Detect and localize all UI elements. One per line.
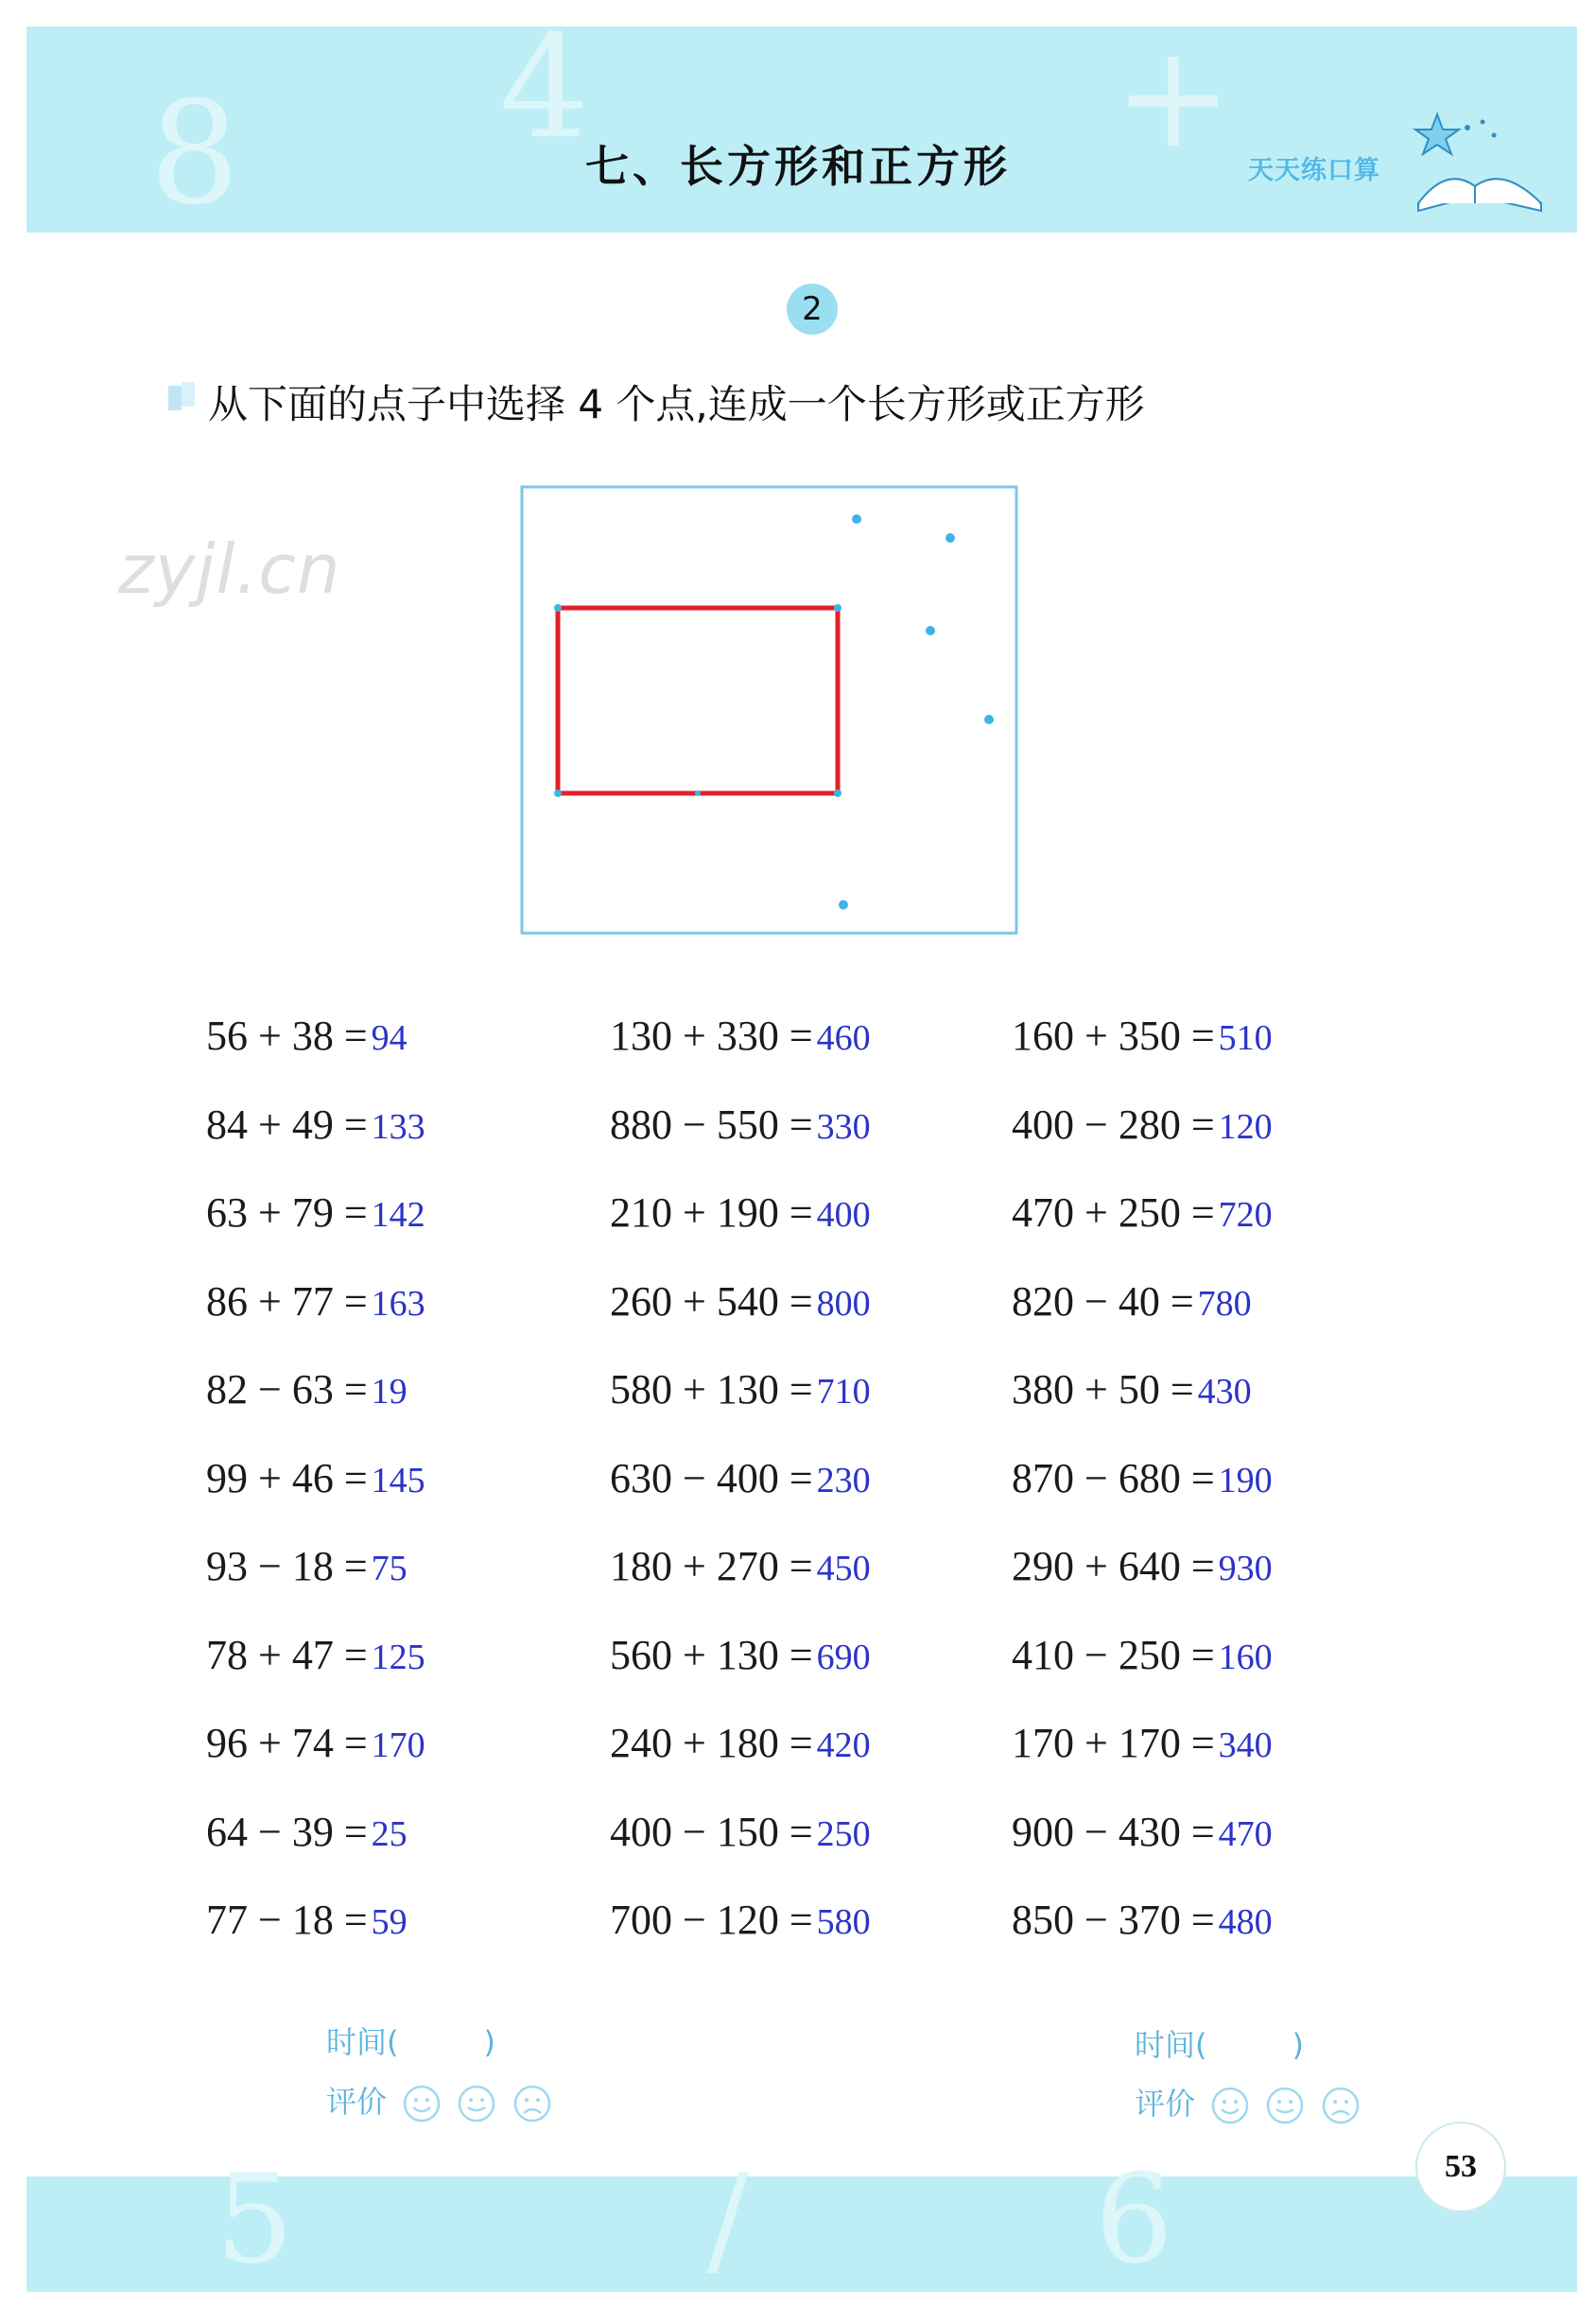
problem-answer: 340 — [1218, 1725, 1273, 1765]
grid-dot — [839, 900, 848, 910]
problem-answer: 800 — [816, 1283, 871, 1324]
problem-row — [1012, 1101, 1273, 1149]
problem-row — [610, 1012, 871, 1060]
problem-question: 880 − 550 = — [610, 1101, 813, 1148]
smiley-face-icon[interactable] — [402, 2084, 442, 2124]
problem-question: 470 + 250 = — [1012, 1189, 1215, 1236]
problem-answer: 420 — [816, 1725, 871, 1765]
problem-row — [206, 1365, 408, 1413]
problem-question: 78 + 47 = — [206, 1631, 368, 1678]
problem-row — [206, 1631, 425, 1679]
background-digit-decoration: 6 — [1095, 2147, 1173, 2291]
open-book-star-icon — [1409, 109, 1551, 217]
watermark: zyjl.cn — [118, 529, 341, 609]
problem-row — [206, 1012, 408, 1060]
problem-question: 99 + 46 = — [206, 1454, 368, 1501]
problem-question: 820 − 40 = — [1012, 1277, 1194, 1325]
problem-row — [1012, 1631, 1273, 1679]
grid-dot — [554, 604, 562, 612]
problem-question: 77 − 18 = — [206, 1897, 368, 1943]
problem-row — [610, 1454, 871, 1502]
smiley-face-icon[interactable] — [1265, 2086, 1305, 2125]
time-close: ) — [483, 2024, 495, 2060]
problem-answer: 133 — [371, 1106, 425, 1147]
problem-answer: 480 — [1218, 1902, 1273, 1942]
header-band — [26, 6, 1577, 236]
background-digit-decoration: / — [707, 2147, 749, 2291]
grid-dot — [834, 604, 841, 612]
problem-row — [1012, 1188, 1273, 1237]
problem-row — [610, 1631, 871, 1679]
problem-answer: 690 — [816, 1637, 871, 1677]
problem-question: 700 − 120 = — [610, 1897, 813, 1943]
instruction-text: 从下面的点子中选择 4 个点,连成一个长方形或正方形 — [208, 381, 1145, 427]
dot-grid-frame — [522, 487, 1016, 933]
problem-row — [1012, 1808, 1273, 1856]
pencil-icon — [166, 380, 199, 414]
problem-row — [1012, 1896, 1273, 1944]
problem-row — [206, 1542, 408, 1590]
problem-question: 93 − 18 = — [206, 1543, 368, 1589]
problem-question: 210 + 190 = — [610, 1189, 813, 1236]
time-close: ) — [1292, 2027, 1304, 2063]
problem-row — [610, 1542, 871, 1590]
time-label: 时间( — [326, 2024, 399, 2060]
problem-answer: 120 — [1218, 1106, 1273, 1147]
problem-row — [206, 1188, 425, 1237]
problem-question: 290 + 640 = — [1012, 1543, 1215, 1589]
problem-answer: 400 — [816, 1195, 871, 1235]
problem-answer: 710 — [816, 1372, 871, 1412]
dot-grid-figure — [520, 485, 1018, 935]
grid-dot — [554, 789, 562, 797]
smiley-face-icon[interactable] — [1210, 2086, 1250, 2125]
problem-question: 56 + 38 = — [206, 1013, 368, 1059]
problem-row — [206, 1808, 408, 1856]
background-digit-decoration: 8 — [149, 72, 240, 236]
problem-answer: 460 — [816, 1018, 871, 1058]
problem-answer: 19 — [371, 1372, 408, 1412]
problem-answer: 94 — [371, 1018, 408, 1058]
problem-question: 86 + 77 = — [206, 1277, 368, 1325]
problem-question: 180 + 270 = — [610, 1543, 813, 1589]
problem-answer: 250 — [816, 1813, 871, 1854]
drawn-rectangle — [558, 608, 838, 793]
problem-question: 580 + 130 = — [610, 1366, 813, 1413]
problem-row — [610, 1365, 871, 1413]
problem-answer: 470 — [1218, 1813, 1273, 1854]
evaluation-label: 评价 — [326, 2084, 388, 2120]
problem-answer: 145 — [371, 1460, 425, 1500]
problem-answer: 160 — [1218, 1637, 1273, 1677]
page-title: 七、长方形和正方形 — [585, 141, 1011, 192]
problem-row — [610, 1896, 871, 1944]
problem-answer: 75 — [371, 1549, 408, 1588]
problem-question: 630 − 400 = — [610, 1454, 813, 1501]
problem-row — [610, 1808, 871, 1856]
problem-answer: 580 — [816, 1902, 871, 1942]
series-label: 天天练口算 — [1248, 156, 1380, 185]
problem-row — [610, 1188, 871, 1237]
problem-answer: 230 — [816, 1460, 871, 1500]
problem-question: 240 + 180 = — [610, 1720, 813, 1766]
smiley-face-icon[interactable] — [457, 2084, 496, 2124]
problem-answer: 510 — [1218, 1018, 1273, 1058]
problem-question: 560 + 130 = — [610, 1631, 813, 1678]
problem-question: 130 + 330 = — [610, 1013, 813, 1059]
problem-question: 96 + 74 = — [206, 1720, 368, 1766]
problem-answer: 25 — [371, 1813, 408, 1854]
problem-row — [1012, 1719, 1273, 1767]
problem-answer: 720 — [1218, 1195, 1273, 1235]
problem-answer: 163 — [371, 1283, 425, 1324]
problem-question: 63 + 79 = — [206, 1189, 368, 1236]
problem-question: 410 − 250 = — [1012, 1631, 1215, 1678]
grid-dot — [695, 790, 701, 796]
background-digit-decoration: 4 — [499, 6, 590, 170]
background-digit-decoration: 5 — [216, 2147, 294, 2291]
time-footer-left — [326, 2019, 495, 2062]
problem-question: 900 − 430 = — [1012, 1808, 1215, 1855]
problem-answer: 330 — [816, 1106, 871, 1147]
problem-row — [206, 1719, 425, 1767]
problem-answer: 170 — [371, 1725, 425, 1765]
sad-face-icon[interactable] — [1321, 2086, 1361, 2125]
problem-question: 260 + 540 = — [610, 1277, 813, 1325]
grid-dot — [834, 789, 841, 797]
problem-question: 82 − 63 = — [206, 1366, 368, 1413]
problem-row — [206, 1101, 425, 1149]
problem-row — [610, 1101, 871, 1149]
problem-answer: 190 — [1218, 1460, 1273, 1500]
sad-face-icon[interactable] — [512, 2084, 552, 2124]
problem-question: 850 − 370 = — [1012, 1897, 1215, 1943]
page-number: 53 — [1415, 2122, 1506, 2212]
problem-question: 870 − 680 = — [1012, 1454, 1215, 1501]
background-digit-decoration: + — [1114, 15, 1233, 180]
problem-row — [206, 1454, 425, 1502]
day-badge: 2 — [787, 284, 838, 335]
problem-answer: 930 — [1218, 1549, 1273, 1588]
problem-question: 400 − 280 = — [1012, 1101, 1215, 1148]
problem-answer: 780 — [1197, 1283, 1252, 1324]
problem-row — [1012, 1012, 1273, 1060]
time-label: 时间( — [1135, 2027, 1207, 2063]
evaluation-footer-right — [1135, 2080, 1361, 2125]
problem-row — [1012, 1542, 1273, 1590]
grid-dot — [984, 715, 994, 724]
evaluation-label: 评价 — [1135, 2086, 1196, 2122]
problem-answer: 59 — [371, 1902, 408, 1942]
problem-row — [610, 1277, 871, 1326]
problem-answer: 450 — [816, 1549, 871, 1588]
problem-answer: 430 — [1197, 1372, 1252, 1412]
grid-dot — [945, 533, 955, 543]
problem-row — [1012, 1365, 1252, 1413]
problem-question: 84 + 49 = — [206, 1101, 368, 1148]
problem-row — [1012, 1277, 1252, 1326]
time-footer-right — [1135, 2021, 1304, 2065]
problem-answer: 125 — [371, 1637, 425, 1677]
problem-row — [206, 1277, 425, 1326]
problem-question: 170 + 170 = — [1012, 1720, 1215, 1766]
problem-row — [206, 1896, 408, 1944]
problem-row — [610, 1719, 871, 1767]
evaluation-footer-left — [326, 2078, 552, 2124]
problem-question: 160 + 350 = — [1012, 1013, 1215, 1059]
problem-question: 380 + 50 = — [1012, 1366, 1194, 1413]
problem-question: 400 − 150 = — [610, 1808, 813, 1855]
grid-dot — [852, 514, 861, 524]
problem-answer: 142 — [371, 1195, 425, 1235]
grid-dot — [926, 626, 935, 635]
problem-row — [1012, 1454, 1273, 1502]
problem-question: 64 − 39 = — [206, 1808, 368, 1855]
